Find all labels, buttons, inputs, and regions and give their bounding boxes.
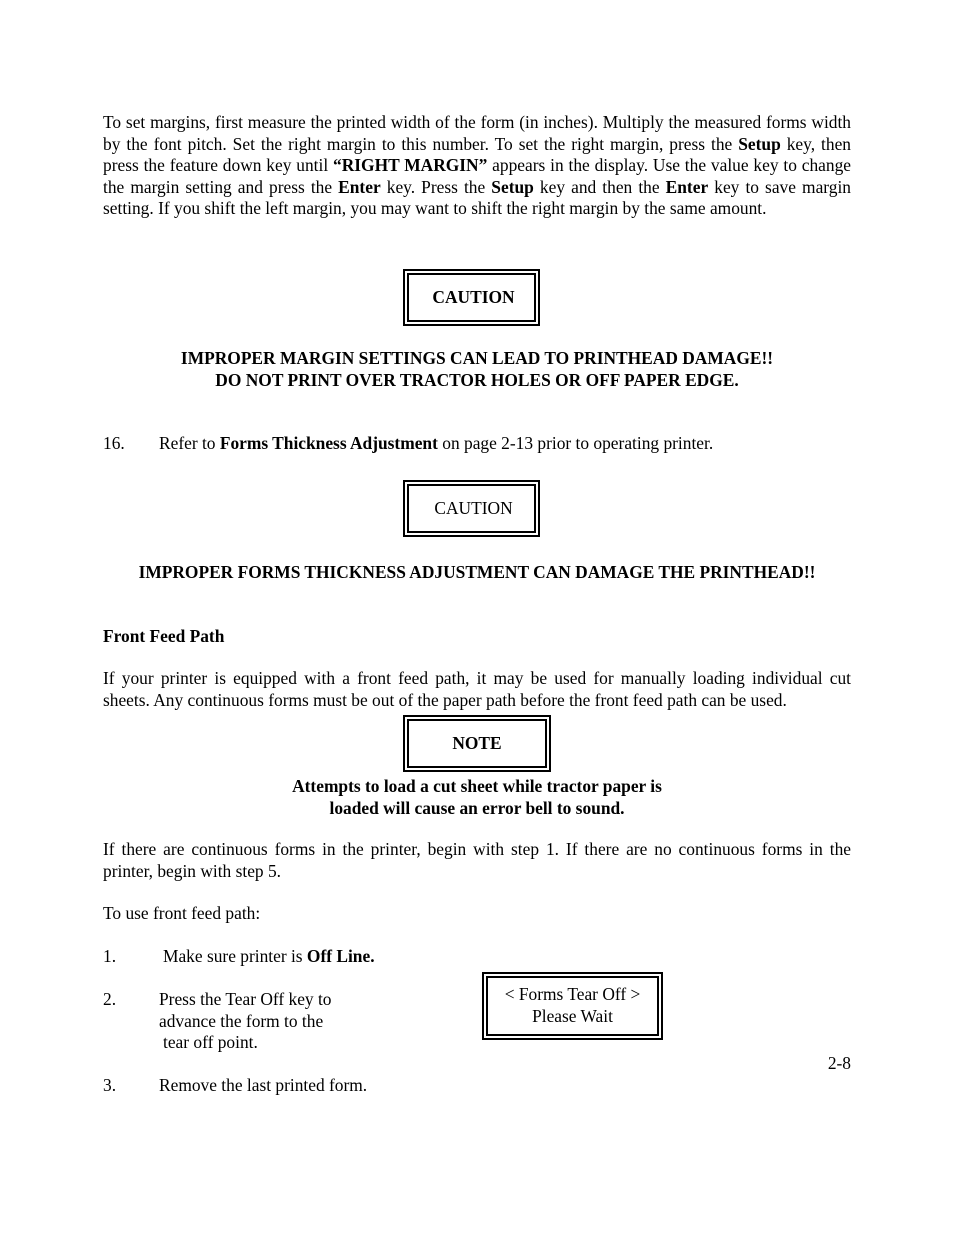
step-text: on page 2-13 prior to operating printer. (437, 433, 714, 453)
step-text: Make sure printer is (163, 946, 307, 966)
paragraph-text: key to save margin setting. If you shift the left margin, you may want to shift the right margin by the same amount. (103, 176, 851, 219)
enter-key-term: Enter (338, 176, 381, 197)
step-line: advance the form to the (159, 1010, 324, 1031)
off-line-term: Off Line. (306, 946, 375, 966)
right-margin-term: “RIGHT MARGIN” (333, 155, 488, 176)
note-line: loaded will cause an error bell to sound. (329, 797, 625, 818)
caution-box-2 (403, 480, 540, 537)
step-number: 3. (103, 1075, 117, 1095)
setup-key-term: Setup (491, 176, 534, 197)
caution-1-text (103, 348, 851, 391)
paragraph-text: appears in the display. Use the value key to change the margin setting and press the (103, 155, 851, 197)
paragraph-text: To set margins, first measure the printed width of the form (in inches). Multiply the measured forms width by the font pitch. Set the right margin to this number. To set the right margin, press the (103, 112, 851, 154)
step-number: 1. (103, 946, 117, 966)
note-label: NOTE (452, 732, 502, 753)
enter-key-term: Enter (665, 176, 709, 197)
setup-key-term: Setup (738, 133, 781, 154)
paragraph-text: key and then the (533, 176, 666, 197)
step-2-text (159, 989, 332, 1054)
note-box (403, 715, 551, 772)
margins-paragraph (103, 112, 851, 220)
printer-display (482, 972, 663, 1040)
step-number: 16. (103, 433, 125, 453)
continuous-forms-paragraph: If there are continuous forms in the printer, begin with step 1. If there are no continuous forms in the printer, begin with step 5. (103, 839, 851, 881)
step-number: 2. (103, 989, 117, 1009)
caution-label: CAUTION (434, 497, 513, 518)
step-1-text (163, 946, 375, 968)
front-feed-intro: If your printer is equipped with a front feed path, it may be used for manually loading individual cut sheets. Any continuous forms must be out of the paper path before the front feed path can be used. (103, 668, 851, 710)
step-line: tear off point. (163, 1032, 258, 1053)
step-text: Refer to (159, 433, 220, 453)
step-16-text (159, 433, 713, 455)
caution-label: CAUTION (432, 286, 515, 307)
caution-box-1 (403, 269, 540, 326)
paragraph-text: key. Press the (380, 176, 492, 197)
caution-line: DO NOT PRINT OVER TRACTOR HOLES OR OFF PAPER EDGE. (215, 369, 739, 390)
step-line: Press the Tear Off key to (159, 989, 332, 1009)
caution-2-text: IMPROPER FORMS THICKNESS ADJUSTMENT CAN DAMAGE THE PRINTHEAD!! (138, 562, 816, 582)
display-line: Please Wait (532, 1006, 613, 1026)
note-text (103, 776, 851, 819)
page-number: 2-8 (827, 1053, 851, 1073)
forms-thickness-term: Forms Thickness Adjustment (219, 433, 438, 453)
step-3-text: Remove the last printed form. (159, 1075, 368, 1095)
instructions-lead: To use front feed path: (103, 903, 261, 923)
display-line: < Forms Tear Off > (504, 984, 641, 1005)
caution-line: IMPROPER MARGIN SETTINGS CAN LEAD TO PRINTHEAD DAMAGE!! (180, 348, 774, 368)
note-line: Attempts to load a cut sheet while tractor paper is (292, 776, 662, 796)
paragraph-text: key, then press the feature down key until (103, 133, 851, 176)
section-heading: Front Feed Path (103, 626, 225, 646)
